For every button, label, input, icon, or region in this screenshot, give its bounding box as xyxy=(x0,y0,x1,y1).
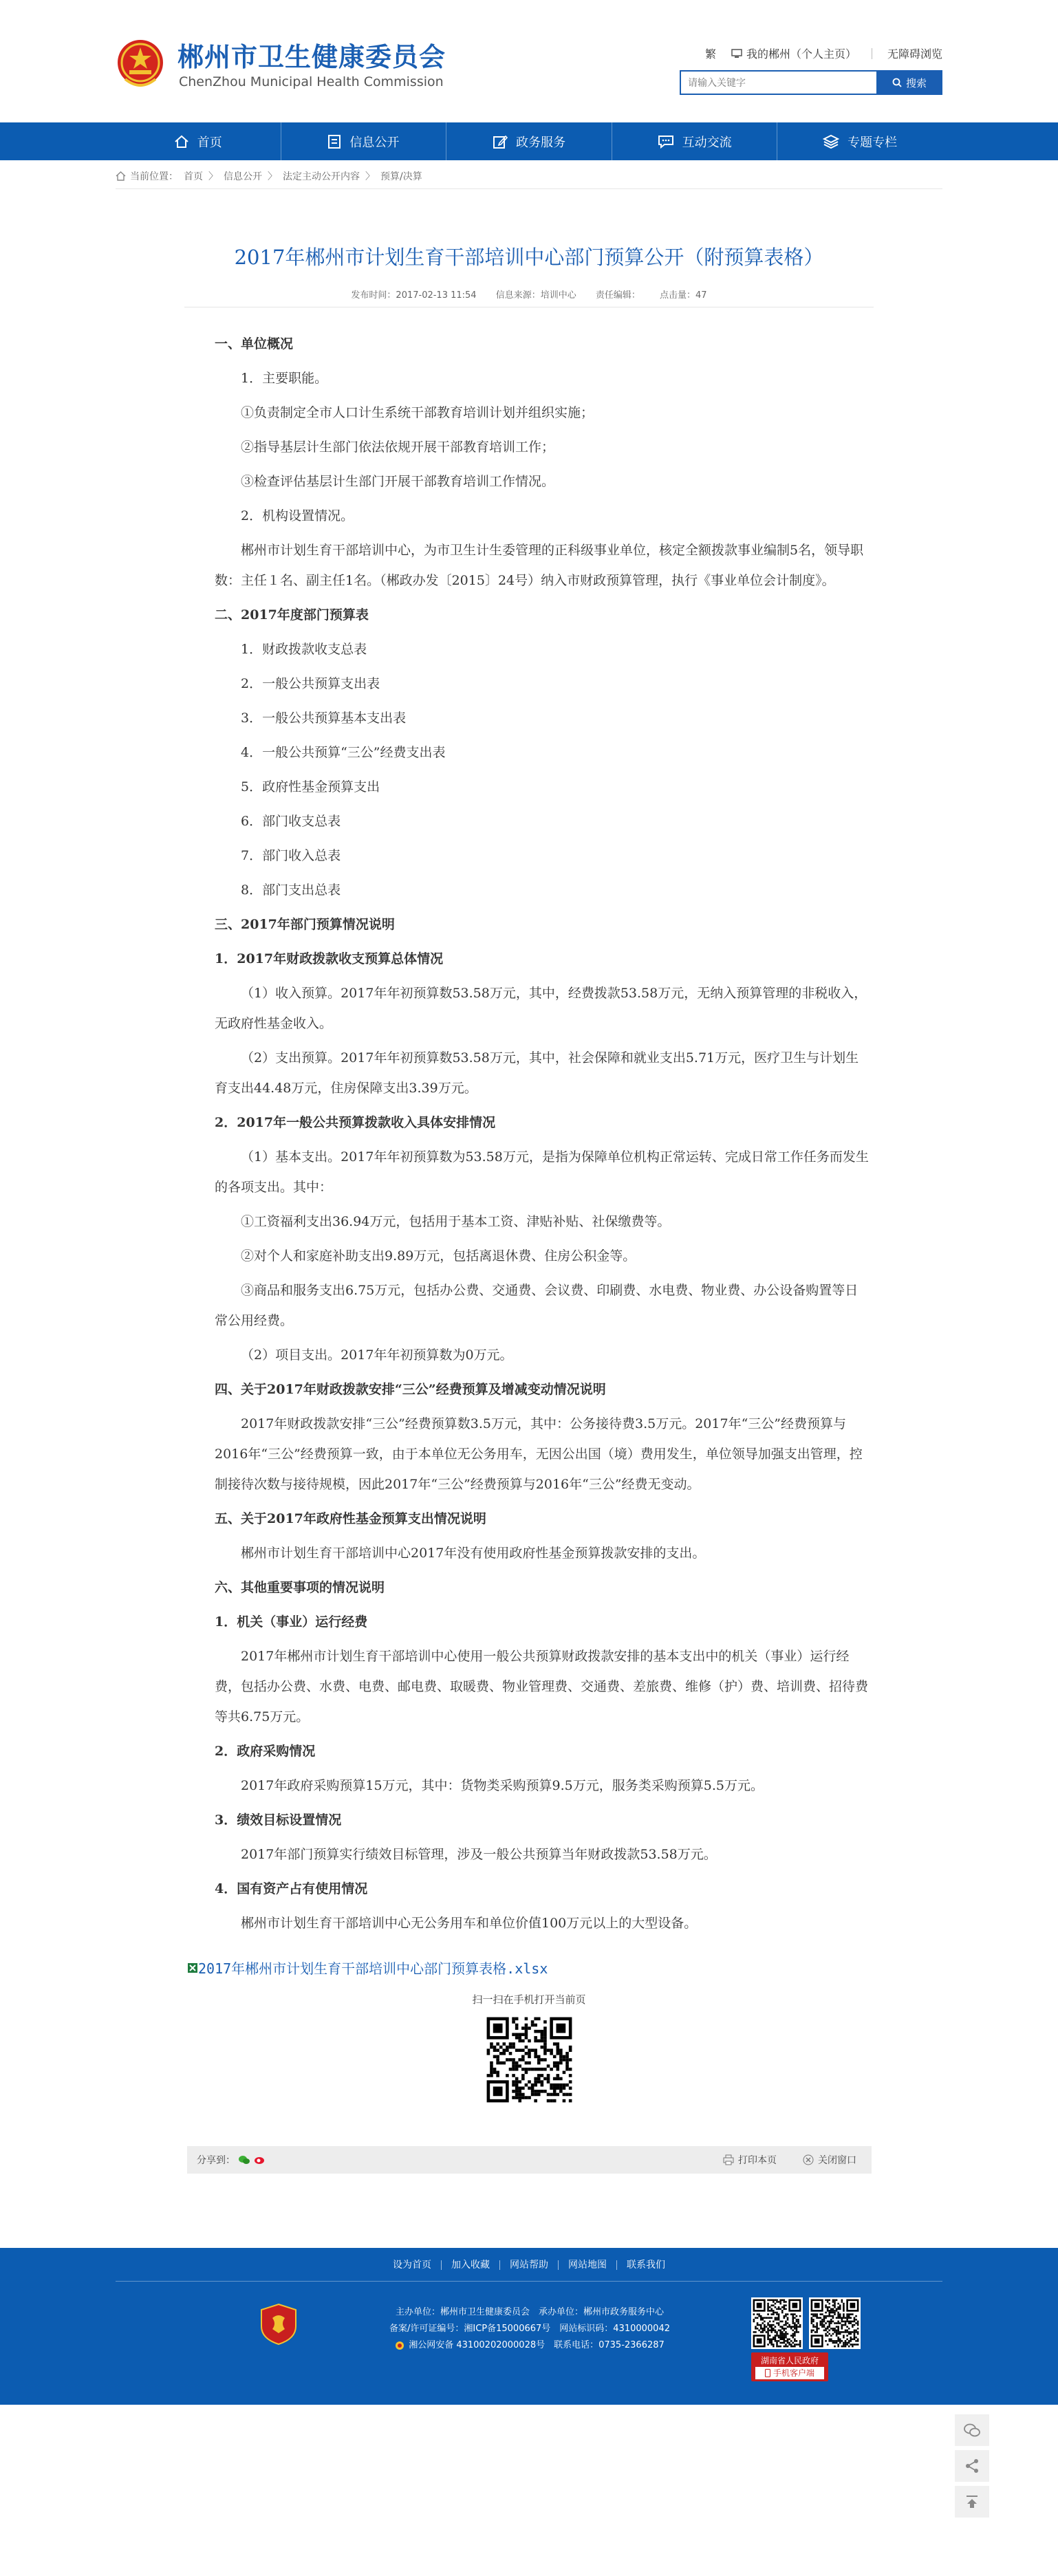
footer-link-sitemap[interactable]: 网站地图 xyxy=(559,2260,617,2270)
article-paragraph: 5．政府性基金预算支出 xyxy=(241,779,380,794)
accessibility-link[interactable]: 无障碍浏览 xyxy=(887,47,942,61)
article-paragraph: 郴州市计划生育干部培训中心无公务用车和单位价值100万元以上的大型设备。 xyxy=(241,1916,698,1931)
monitor-icon xyxy=(731,49,742,58)
home-icon xyxy=(174,135,189,149)
attachment-link[interactable] xyxy=(187,1958,548,1978)
breadcrumb-item-home[interactable]: 首页 xyxy=(184,171,203,182)
chat-icon xyxy=(658,135,674,149)
publish-time: 发布时间：2017-02-13 11:54 xyxy=(351,290,477,301)
search-box xyxy=(680,70,942,95)
article-heading: 五、关于2017年政府性基金预算支出情况说明 xyxy=(215,1511,486,1526)
search-input[interactable] xyxy=(680,70,876,95)
article-heading: 1．2017年财政拨款收支预算总体情况 xyxy=(215,951,444,966)
share-bar xyxy=(187,2146,872,2174)
share-button[interactable] xyxy=(955,2450,989,2482)
nav-item-interaction[interactable] xyxy=(612,122,778,160)
article-paragraph: 2017年郴州市计划生育干部培训中心使用一般公共预算财政拨款安排的基本支出中的机关（事业）运行经费，包括办公费、水费、电费、邮电费、取暖费、物业管理费、交通费、差旅费、维修（护）费、培训费、招待费等共6.75万元。 xyxy=(215,1649,869,1724)
close-icon xyxy=(803,2154,814,2165)
wechat-button[interactable] xyxy=(955,2414,989,2446)
article-paragraph: 6．部门收支总表 xyxy=(241,814,341,829)
qr-caption: 扫一扫在手机打开当前页 xyxy=(472,1993,586,2006)
click-count: 点击量：47 xyxy=(660,290,707,301)
wechat-icon xyxy=(963,2423,981,2438)
nav-item-special-topics[interactable] xyxy=(777,122,942,160)
footer-qr-code xyxy=(809,2297,861,2349)
police-badge-icon xyxy=(395,2341,404,2350)
article-body xyxy=(215,329,871,1942)
excel-file-icon xyxy=(187,1962,198,1973)
footer-info xyxy=(358,2304,702,2354)
article-heading: 二、2017年度部门预算表 xyxy=(215,607,369,623)
article-paragraph: 1．主要职能。 xyxy=(241,371,328,386)
my-chenzhou-label: 我的郴州（个人主页） xyxy=(746,47,856,61)
article-paragraph: ②对个人和家庭补助支出9.89万元，包括离退休费、住房公积金等。 xyxy=(241,1248,636,1264)
document-icon xyxy=(327,134,341,149)
article-paragraph: 2．机构设置情况。 xyxy=(241,508,354,523)
gov-badge-line2 xyxy=(755,2367,824,2379)
print-label: 打印本页 xyxy=(738,2155,777,2166)
article-paragraph: ③商品和服务支出6.75万元，包括办公费、交通费、会议费、印刷费、水电费、物业费、办公设备购置等日常公用经费。 xyxy=(215,1283,859,1328)
breadcrumb-prefix: 当前位置： xyxy=(130,171,178,182)
article-heading: 三、2017年部门预算情况说明 xyxy=(215,917,395,932)
article-heading: 一、单位概况 xyxy=(215,336,294,351)
footer-sponsor: 主办单位：郴州市卫生健康委员会 承办单位：郴州市政务服务中心 xyxy=(395,2307,664,2317)
footer-police-text: 湘公网安备 43100202000028号 联系电话：0735-2366287 xyxy=(409,2340,665,2350)
back-to-top-button[interactable] xyxy=(955,2486,989,2518)
arrow-up-icon xyxy=(964,2494,980,2509)
article-paragraph: 7．部门收入总表 xyxy=(241,848,341,863)
article-paragraph: 8．部门支出总表 xyxy=(241,883,341,898)
site-footer xyxy=(0,2248,1058,2405)
attachment-filename: 2017年郴州市计划生育干部培训中心部门预算表格.xlsx xyxy=(198,1960,548,1977)
article-paragraph: ①工资福利支出36.94万元，包括用于基本工资、津贴补贴、社保缴费等。 xyxy=(241,1214,671,1229)
breadcrumb-separator: 〉 xyxy=(268,171,277,182)
close-label: 关闭窗口 xyxy=(818,2155,856,2166)
gov-badge-line1: 湖南省人民政府 xyxy=(760,2356,819,2366)
footer-link-favorite[interactable]: 加入收藏 xyxy=(442,2260,500,2270)
nav-label: 专题专栏 xyxy=(848,135,898,150)
article-paragraph: 2017年政府采购预算15万元，其中：货物类采购预算9.5万元，服务类采购预算5.5万元。 xyxy=(241,1778,764,1793)
search-button-label: 搜索 xyxy=(905,77,927,89)
home-icon xyxy=(116,171,126,181)
article-paragraph: 2017年部门预算实行绩效目标管理，涉及一般公共预算当年财政拨款53.58万元。 xyxy=(241,1847,717,1862)
gov-badge-line2-text: 手机客户端 xyxy=(773,2368,814,2378)
share-icon xyxy=(964,2458,980,2474)
nav-item-info-disclosure[interactable] xyxy=(281,122,447,160)
divider xyxy=(116,188,942,189)
breadcrumb-item-budget[interactable]: 预算/决算 xyxy=(380,171,422,182)
layers-icon xyxy=(823,134,839,149)
article-heading: 2．2017年一般公共预算拨款收入具体安排情况 xyxy=(215,1115,496,1130)
footer-link-contact[interactable]: 联系我们 xyxy=(627,2260,665,2271)
article-paragraph: 郴州市计划生育干部培训中心，为市卫生计生委管理的正科级事业单位，核定全额拨款事业编制5名，领导职数：主任１名、副主任1名。（郴政办发〔2015〕24号）纳入市财政预算管理，执行《事业单位会计制度》。 xyxy=(215,543,864,588)
article-paragraph: ③检查评估基层计生部门开展干部教育培训工作情况。 xyxy=(241,474,555,489)
article-paragraph: 郴州市计划生育干部培训中心2017年没有使用政府性基金预算拨款安排的支出。 xyxy=(241,1546,706,1561)
footer-qr-code xyxy=(751,2297,803,2349)
main-nav xyxy=(0,122,1058,160)
site-header xyxy=(0,0,1058,122)
footer-icp[interactable]: 备案/许可证编号：湘ICP备15000667号 网站标识码：4310000042 xyxy=(389,2324,670,2334)
traditional-chinese-link[interactable]: 繁 xyxy=(704,47,716,61)
print-page-button[interactable] xyxy=(723,2153,777,2167)
article-heading: 4．国有资产占有使用情况 xyxy=(215,1881,368,1896)
article-heading: 六、其他重要事项的情况说明 xyxy=(215,1580,385,1595)
printer-icon xyxy=(723,2154,734,2165)
article-paragraph: 2．一般公共预算支出表 xyxy=(241,676,380,691)
site-name-en: ChenZhou Municipal Health Commission xyxy=(179,74,444,89)
article-paragraph: （2）支出预算。2017年年初预算数53.58万元，其中，社会保障和就业支出5.71万元，医疗卫生与计划生育支出44.48万元，住房保障支出3.39万元。 xyxy=(215,1050,859,1096)
footer-police-record[interactable] xyxy=(358,2337,702,2354)
edit-icon xyxy=(493,134,508,149)
my-chenzhou-link[interactable] xyxy=(731,45,856,61)
article-title: 2017年郴州市计划生育干部培训中心部门预算公开（附预算表格） xyxy=(234,246,824,269)
breadcrumb xyxy=(116,169,942,183)
site-name-cn[interactable]: 郴州市卫生健康委员会 xyxy=(177,42,446,72)
article-paragraph: ①负责制定全市人口计生系统干部教育培训计划并组织实施； xyxy=(241,405,594,420)
info-source: 信息来源：培训中心 xyxy=(495,290,576,301)
national-emblem-icon xyxy=(116,38,165,90)
close-window-button[interactable] xyxy=(803,2153,856,2167)
mobile-phone-icon xyxy=(765,2369,770,2377)
article-heading: 1．机关（事业）运行经费 xyxy=(215,1614,368,1630)
nav-item-home[interactable] xyxy=(116,122,281,160)
article-paragraph: 1．财政拨款收支总表 xyxy=(241,642,367,657)
article-heading: 四、关于2017年财政拨款安排“三公”经费预算及增减变动情况说明 xyxy=(215,1382,606,1397)
share-label: 分享到： xyxy=(197,2155,235,2166)
article-paragraph: 4．一般公共预算“三公”经费支出表 xyxy=(241,745,446,760)
hunan-gov-app-badge[interactable] xyxy=(751,2352,828,2381)
article-paragraph: （1）基本支出。2017年年初预算数为53.58万元，是指为保障单位机构正常运转、完成日常工作任务而发生的各项支出。其中： xyxy=(215,1149,869,1195)
editor: 责任编辑： xyxy=(595,290,640,301)
nav-item-gov-service[interactable] xyxy=(446,122,612,160)
article-meta xyxy=(116,288,942,301)
party-gov-badge-icon[interactable] xyxy=(260,2303,297,2346)
wechat-share-icon[interactable] xyxy=(238,2154,250,2165)
article-paragraph: 3．一般公共预算基本支出表 xyxy=(241,711,407,726)
footer-link-help[interactable]: 网站帮助 xyxy=(500,2260,559,2270)
side-toolbar xyxy=(955,2414,989,2518)
article-paragraph: ②指导基层计生部门依法依规开展干部教育培训工作； xyxy=(241,440,555,455)
breadcrumb-separator: 〉 xyxy=(365,171,375,182)
nav-label: 首页 xyxy=(197,135,222,150)
search-icon xyxy=(892,78,902,87)
article-paragraph: （2）项目支出。2017年年初预算数为0万元。 xyxy=(241,1347,513,1363)
nav-label: 信息公开 xyxy=(349,135,400,150)
footer-link-set-home[interactable]: 设为首页 xyxy=(383,2260,442,2270)
breadcrumb-separator: 〉 xyxy=(208,171,218,182)
footer-links xyxy=(0,2260,1058,2270)
breadcrumb-item-legal[interactable]: 法定主动公开内容 xyxy=(283,171,360,182)
page-qr-code xyxy=(484,2014,575,2106)
article-heading: 3．绩效目标设置情况 xyxy=(215,1812,342,1828)
weibo-share-icon[interactable] xyxy=(253,2154,266,2165)
nav-label: 政务服务 xyxy=(515,135,565,150)
search-button[interactable] xyxy=(876,70,942,95)
article-heading: 2．政府采购情况 xyxy=(215,1744,316,1759)
breadcrumb-item-info[interactable]: 信息公开 xyxy=(224,171,262,182)
article-paragraph: （1）收入预算。2017年年初预算数53.58万元，其中，经费拨款53.58万元，无纳入预算管理的非税收入，无政府性基金收入。 xyxy=(215,986,867,1031)
top-links xyxy=(690,45,942,61)
divider xyxy=(116,2281,942,2282)
nav-label: 互动交流 xyxy=(682,135,732,150)
article-paragraph: 2017年财政拨款安排“三公”经费预算数3.5万元，其中：公务接待费3.5万元。2017年“三公”经费预算与2016年“三公”经费预算一致，由于本单位无公务用车，无因公出国（境）费用发生，单位领导加强支出管理，控制接待次数与接待规模，因此2017年“三公”经费预算与2016年“三公”经费无变动。 xyxy=(215,1416,863,1492)
